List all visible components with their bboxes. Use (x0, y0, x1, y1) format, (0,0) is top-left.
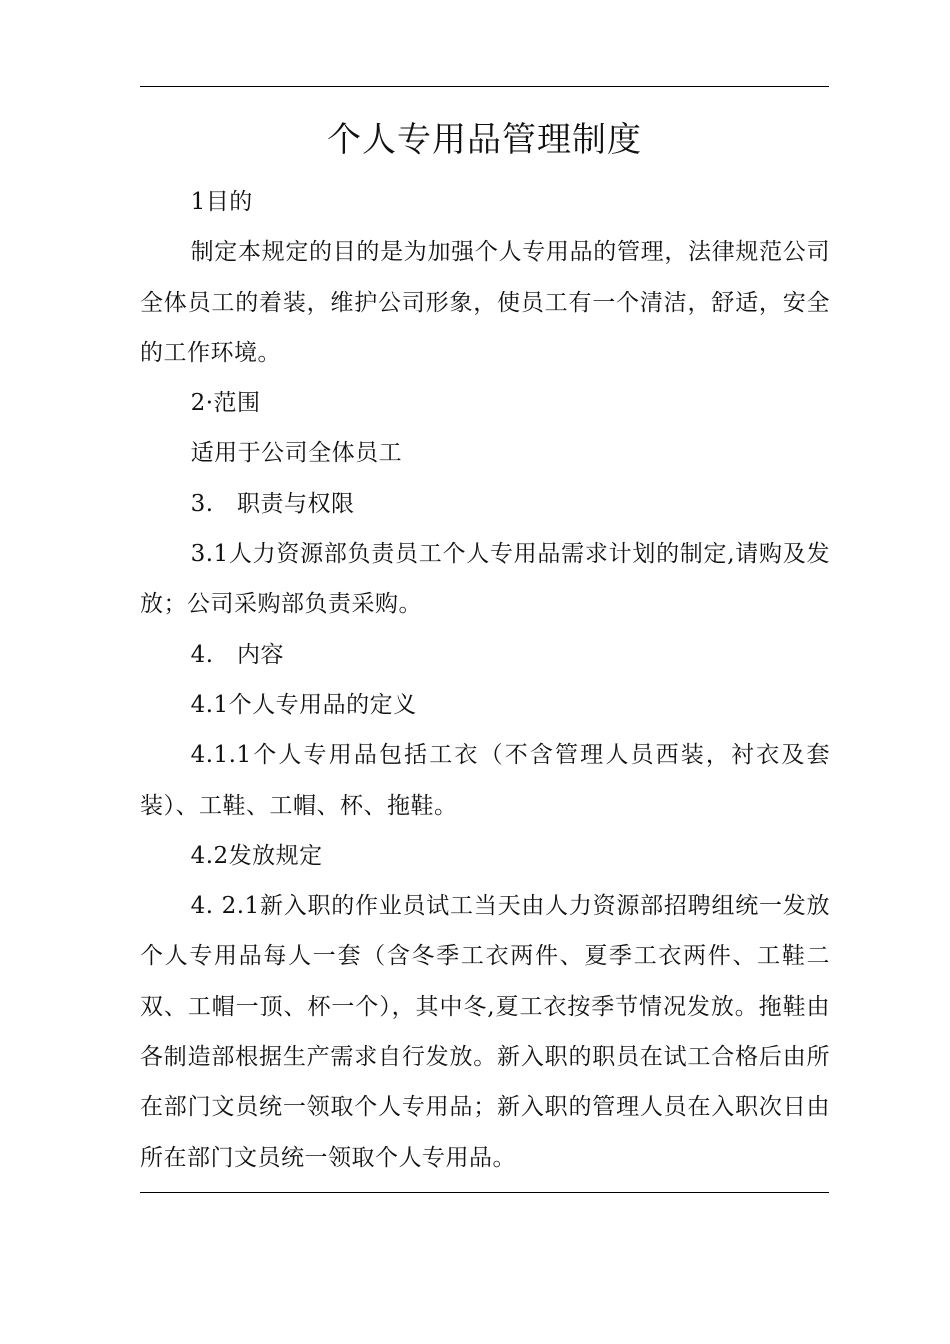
subsection-heading-definition: 4.1个人专用品的定义 (190, 691, 417, 718)
paragraph-definition: 4.1.1个人专用品包括工衣（不含管理人员西装，衬衣及套装）、工鞋、工帽、杯、拖鞋。 (140, 742, 830, 819)
section-heading-responsibilities: 3. 职责与权限 (190, 490, 355, 517)
document-title: 个人专用品管理制度 (327, 120, 642, 160)
section-heading-purpose: 1目的 (190, 189, 253, 215)
header-rule (140, 86, 829, 87)
document-body (140, 177, 830, 1183)
paragraph-purpose: 制定本规定的目的是为加强个人专用品的管理，法律规范公司全体员工的着装，维护公司形象，使员工有一个清洁，舒适，安全的工作环境。 (140, 239, 830, 366)
paragraph-scope: 适用于公司全体员工 (190, 440, 403, 467)
paragraph-responsibilities: 3.1人力资源部负责员工个人专用品需求计划的制定,请购及发放；公司采购部负责采购。 (140, 541, 830, 618)
section-heading-content: 4. 内容 (190, 641, 285, 668)
footer-rule (140, 1192, 829, 1193)
section-heading-scope: 2·范围 (190, 390, 261, 417)
paragraph-distribution: 4. 2.1新入职的作业员试工当天由人力资源部招聘组统一发放个人专用品每人一套（含冬季工衣两件、夏季工衣两件、工鞋二双、工帽一顶、杯一个），其中冬,夏工衣按季节情况发放。拖鞋由各制造部根据生产需求自行发放。新入职的职员在试工合格后由所在部门文员统一领取个人专用品；新入职的管理人员在入职次日由所在部门文员统一领取个人专用品。 (140, 893, 830, 1171)
subsection-heading-distribution: 4.2发放规定 (190, 842, 323, 869)
